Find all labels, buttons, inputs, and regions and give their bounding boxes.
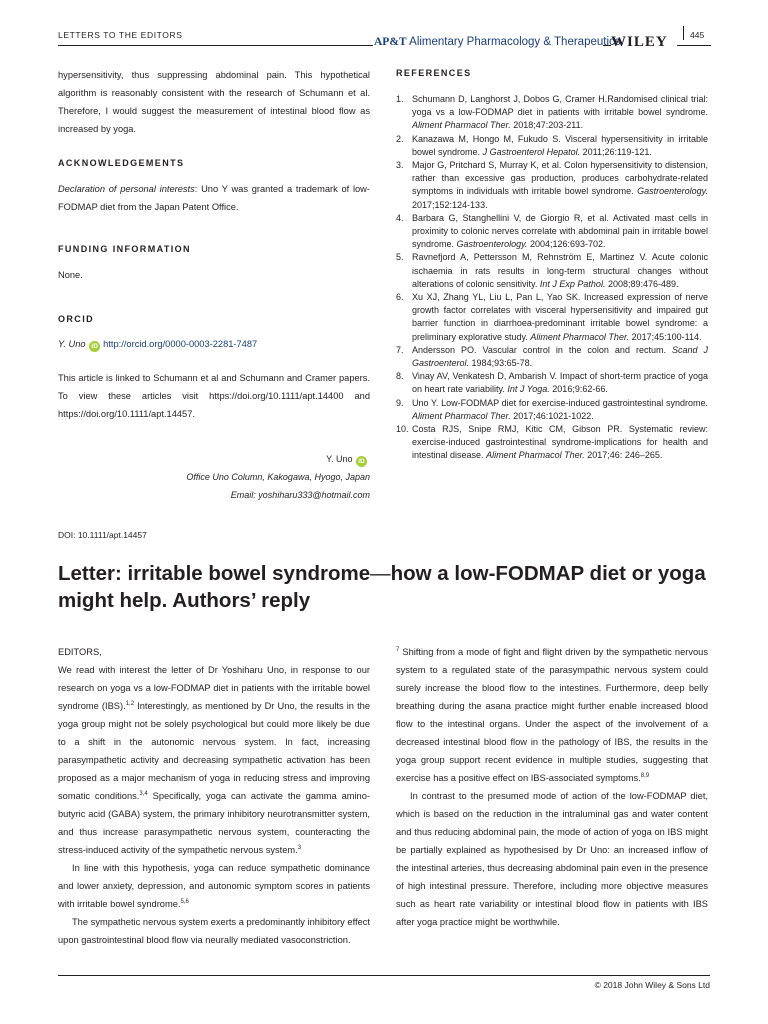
- reference-item: 1. Schumann D, Langhorst J, Dobos G, Cramer H.Randomised clinical trial: yoga vs a low-FODMAP diet in patients with irritable bowel syndrome. Aliment Pharmacol Ther. 2018;47:203-211.: [396, 94, 708, 131]
- journal-name: [374, 36, 621, 48]
- declaration-text: : Uno Y was granted a trademark of low-FODMAP diet from the Japan Patent Office.: [58, 184, 370, 212]
- title-part-1: Letter: irritable bowel syndrome: [58, 562, 371, 585]
- orcid-author: Y. Uno: [58, 339, 86, 349]
- signature-name-line: [58, 450, 370, 468]
- article-left-column: [58, 643, 370, 949]
- journal-title: Alimentary Pharmacology & Therapeutics: [409, 36, 621, 48]
- running-header-section: LETTERS TO THE EDITORS: [58, 30, 183, 40]
- header-rule: [677, 45, 711, 46]
- header-divider: [683, 26, 684, 40]
- paragraph-3-continued: $^7$ Shifting from a mode of fight and flight driven by the sympathetic nervous system to a regulated state of the parasympathic nervous system could surely increase the blood flow to the intestines. Furthermore, deep belly breathing during the asana practice might further enable increased blood flow to the intestinal organs. Under the aspect of the involvement of a decreased intestinal blood flow in the pathology of IBS, the results in the yoga group support recent evidence in multiple studies, suggesting that exercise has a positive effect on IBS-associated symptoms.$^{8,9}$: [396, 646, 708, 783]
- signature-email: Email: yoshiharu333@hotmail.com: [230, 490, 370, 500]
- page-number: 445: [690, 30, 705, 40]
- orcid-line: [58, 335, 370, 353]
- publisher-logo: WILEY: [611, 34, 668, 50]
- salutation: EDITORS,: [58, 647, 102, 657]
- reference-item: 3. Major G, Pritchard S, Murray K, et al. Colon hypersensitivity to distension, rather than excessive gas production, produces carbohydrate-related symptoms in individuals with irritable bowel syndrome. Gastroenterology. 2017;152:124-133.: [396, 160, 708, 210]
- funding-text: None.: [58, 270, 83, 280]
- reference-list: [396, 93, 708, 463]
- article-title: [58, 560, 718, 614]
- header-rule: [603, 45, 611, 46]
- title-dash: —: [370, 562, 391, 585]
- reference-item: 5. Ravnefjord A, Pettersson M, Rehnström E, Martinez V. Acute colonic ischaemia in rats results in long-term structural changes without alterations of colonic sensitivity. Int J Exp Pathol. 2008;89:476-489.: [396, 252, 708, 289]
- orcid-link[interactable]: http://orcid.org/0000-0003-2281-7487: [103, 339, 258, 349]
- linked-articles-note: [58, 369, 370, 423]
- previous-letter-continuation: [58, 66, 370, 138]
- copyright: © 2018 John Wiley & Sons Ltd: [594, 980, 710, 990]
- continuation-paragraph: hypersensitivity, thus suppressing abdominal pain. This hypothetical algorithm is reasonably consistent with the research of Schumann et al. Therefore, I would suggest the measurement of intestinal blood flow as increased by yoga.: [58, 70, 370, 134]
- references-heading: REFERENCES: [396, 68, 472, 78]
- reference-item: 10. Costa RJS, Snipe RMJ, Kitic CM, Gibson PR. Systematic review: exercise-induced gastrointestinal syndrome-implications for health and intestinal disease. Aliment Pharmacol Ther. 2017;46: 246–265.: [396, 424, 708, 461]
- reference-item: 2. Kanazawa M, Hongo M, Fukudo S. Visceral hypersensitivity in irritable bowel syndrome. J Gastroenterol Hepatol. 2011;26:119-121.: [396, 133, 708, 157]
- paragraph-3-start: The sympathetic nervous system exerts a predominantly inhibitory effect upon gastrointestinal blood flow via neurally mediated vasoconstriction.: [58, 917, 370, 945]
- header-rule: [58, 45, 373, 46]
- reference-item: 8. Vinay AV, Venkatesh D, Ambarish V. Impact of short-term practice of yoga on heart rate variability. Int J Yoga. 2016;9:62-66.: [396, 371, 708, 395]
- signature-name: Y. Uno: [326, 454, 353, 464]
- signature-affiliation: Office Uno Column, Kakogawa, Hyogo, Japan: [186, 472, 370, 482]
- article-doi: DOI: 10.1111/apt.14457: [58, 530, 147, 540]
- journal-logo: AP&T: [374, 36, 407, 48]
- linked-articles-text: This article is linked to Schumann et al and Schumann and Cramer papers. To view these articles visit https://doi.org/10.1111/apt.14400 and https://doi.org/10.1111/apt.14457.: [58, 373, 370, 419]
- signature-block: [58, 450, 370, 504]
- paragraph-1: We read with interest the letter of Dr Yoshiharu Uno, in response to our research on yoga vs a low-FODMAP diet in patients with the irritable bowel syndrome (IBS).$^{1,2}$ Interestingly, as mentioned by Dr Uno, the results in the yoga group might not be solely psychological but could more likely be due to a shift in the autonomic nervous system. In fact, increasing parasympathetic activity and decreasing sympathetic activation has been proposed as a major mechanism of yoga in reducing stress and improving somatic conditions.$^{3,4}$ Specifically, yoga can activate the gamma amino-butyric acid (GABA) system, the primary inhibitory neurotransmitter system, and thus increase parasympathetic nervous system, counteracting the stress-induced activity of the sympathetic nervous system.$^3$: [58, 665, 370, 855]
- reference-item: 7. Andersson PO. Vascular control in the colon and rectum. Scand J Gastroenterol. 1984;93:65-78.: [396, 344, 708, 369]
- funding-heading: FUNDING INFORMATION: [58, 244, 191, 254]
- footer-rule: [58, 975, 710, 976]
- article-right-column: [396, 643, 708, 931]
- reference-item: 6. Xu XJ, Zhang YL, Liu L, Pan L, Yao SK. Increased expression of nerve growth factor correlates with visceral hypersensitivity and impaired gut barrier function in diarrhoea-predominant irritable bowel syndrome: a preliminary explorative study. Aliment Pharmacol Ther. 2017;45:100-114.: [396, 292, 708, 342]
- acknowledgements-heading: ACKNOWLEDGEMENTS: [58, 158, 185, 168]
- paragraph-4: In contrast to the presumed mode of action of the low-FODMAP diet, which is based on the reduction in the intraluminal gas and water content and thus reducing abdominal pain, the mode of action of yoga on IBS might be partially explained as hypothesised by Dr Uno: an increased inflow of the intestinal arteries, thus decreasing abdominal pain even in the presence of high intestinal pressure. Therefore, including more objective measures such as heart rate variability or intestinal blood flow in patients with IBS after yoga practice might be worthwhile.: [396, 791, 708, 927]
- reference-item: 9. Uno Y. Low-FODMAP diet for exercise-induced gastrointestinal syndrome. Aliment Pharmacol Ther. 2017;46:1021-1022.: [396, 397, 708, 421]
- reference-item: 4. Barbara G, Stanghellini V, de Giorgio R, et al. Activated mast cells in proximity to colonic nerves correlate with abdominal pain in irritable bowel syndrome. Gastroenterology. 2004;126:693-702.: [396, 212, 708, 250]
- orcid-heading: ORCID: [58, 314, 94, 324]
- paragraph-2: In line with this hypothesis, yoga can reduce sympathetic dominance and lower anxiety, depression, and autonomic symptom scores in patients with irritable bowel syndrome.$^{5,6}$: [58, 863, 370, 909]
- declaration-label: Declaration of personal interests: [58, 184, 195, 194]
- title-part-2: how a low-FODMAP diet or yoga might help. Authors’ reply: [58, 562, 706, 612]
- acknowledgements-text: [58, 180, 370, 216]
- orcid-icon[interactable]: iD: [89, 341, 100, 352]
- orcid-icon[interactable]: iD: [356, 456, 367, 467]
